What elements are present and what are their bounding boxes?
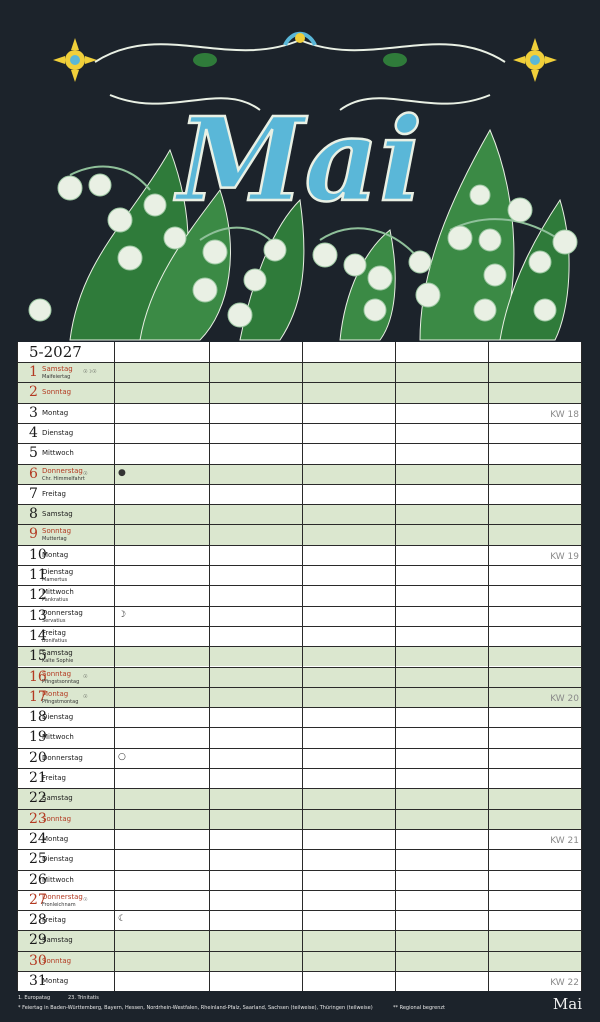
day-row[interactable] bbox=[17, 484, 582, 504]
footnote-trinitatis: 23. Trinitatis bbox=[68, 995, 99, 1001]
day-number: 4 bbox=[29, 424, 38, 441]
day-number: 30 bbox=[29, 952, 47, 969]
day-name: Mittwoch bbox=[42, 449, 74, 458]
day-name: Sonntag bbox=[42, 956, 72, 965]
day-row[interactable] bbox=[17, 362, 582, 382]
holiday-label: Servatius bbox=[42, 617, 66, 624]
day-row[interactable] bbox=[17, 504, 582, 524]
day-name: Samstag bbox=[42, 365, 73, 373]
column-divider bbox=[488, 342, 489, 991]
day-number: 13 bbox=[29, 607, 47, 624]
footnote-regional: ** Regional begrenzt bbox=[393, 1005, 445, 1011]
day-row[interactable] bbox=[17, 545, 582, 565]
header-title: Mai bbox=[177, 93, 423, 228]
day-name: Samstag bbox=[42, 510, 73, 519]
day-number: 15 bbox=[29, 648, 47, 665]
day-number: 11 bbox=[29, 567, 47, 583]
day-name: Dienstag bbox=[42, 855, 74, 864]
day-row[interactable] bbox=[17, 748, 582, 768]
day-row[interactable] bbox=[17, 971, 582, 991]
column-divider bbox=[114, 342, 115, 991]
holiday-label: Pankratius bbox=[42, 597, 69, 604]
month-year-label: 5-2027 bbox=[29, 343, 82, 361]
day-row[interactable] bbox=[17, 606, 582, 626]
day-name: Sonntag bbox=[42, 388, 72, 397]
footnote-europatag: 1. Europatag bbox=[18, 995, 51, 1001]
day-name: Freitag bbox=[42, 489, 66, 498]
moon-phase-icon: ☽ bbox=[118, 609, 127, 620]
holiday-symbols: ☉ bbox=[83, 896, 88, 903]
calendar-week-label: KW 18 bbox=[550, 409, 579, 420]
day-row[interactable] bbox=[17, 585, 582, 605]
day-row[interactable] bbox=[17, 423, 582, 443]
day-number: 25 bbox=[29, 851, 47, 868]
calendar-week-label: KW 22 bbox=[550, 978, 579, 988]
calendar-grid bbox=[17, 342, 582, 991]
footer-month-label: Mai bbox=[552, 995, 582, 1013]
day-row[interactable] bbox=[17, 443, 582, 463]
day-row[interactable] bbox=[17, 464, 582, 484]
day-number: 18 bbox=[29, 709, 47, 726]
holiday-label: Chr. Himmelfahrt bbox=[42, 475, 85, 482]
day-number: 9 bbox=[29, 526, 38, 543]
calendar-week-label: KW 20 bbox=[550, 693, 579, 704]
day-name: Mittwoch bbox=[42, 588, 74, 597]
holiday-label: Maifeiertag bbox=[42, 374, 71, 380]
day-name: Freitag bbox=[42, 916, 66, 925]
day-name: Mittwoch bbox=[42, 733, 74, 742]
holiday-label: Fronleichnam bbox=[42, 901, 76, 908]
day-name: Samstag bbox=[42, 936, 73, 945]
day-name: Donnerstag bbox=[42, 753, 83, 762]
day-number: 6 bbox=[29, 465, 38, 482]
day-row[interactable] bbox=[17, 646, 582, 666]
day-name: Donnerstag bbox=[42, 466, 83, 475]
day-number: 12 bbox=[29, 587, 47, 604]
day-number: 23 bbox=[29, 810, 47, 827]
column-divider bbox=[302, 342, 303, 991]
day-number: 27 bbox=[29, 891, 47, 908]
day-number: 16 bbox=[29, 668, 47, 685]
day-name: Montag bbox=[42, 689, 69, 698]
holiday-label: Bonifatius bbox=[42, 637, 67, 644]
day-row[interactable] bbox=[17, 890, 582, 910]
day-number: 24 bbox=[29, 830, 47, 847]
holiday-label: Muttertag bbox=[42, 536, 67, 543]
day-number: 21 bbox=[29, 770, 47, 786]
day-name: Montag bbox=[42, 408, 69, 417]
day-name: Montag bbox=[42, 977, 69, 985]
holiday-symbols: ☉ bbox=[83, 693, 88, 700]
day-row[interactable] bbox=[17, 829, 582, 849]
day-number: 10 bbox=[29, 546, 47, 563]
day-number: 17 bbox=[29, 688, 47, 705]
day-number: 5 bbox=[29, 445, 38, 462]
day-row[interactable] bbox=[17, 788, 582, 808]
holiday-symbols: ☉ bbox=[83, 673, 88, 680]
day-name: Samstag bbox=[42, 649, 73, 658]
holiday-label: Pfingstmontag bbox=[42, 698, 79, 705]
footer bbox=[0, 991, 600, 1022]
day-number: 19 bbox=[29, 729, 47, 746]
moon-phase-icon: ● bbox=[118, 467, 126, 478]
flower-ornament-right bbox=[513, 38, 557, 82]
day-number: 3 bbox=[29, 404, 38, 421]
calendar-week-label: KW 19 bbox=[550, 551, 579, 562]
moon-phase-icon: ○ bbox=[118, 751, 126, 762]
day-name: Sonntag bbox=[42, 527, 72, 536]
day-row[interactable] bbox=[17, 565, 582, 585]
day-name: Donnerstag bbox=[42, 608, 83, 617]
day-name: Sonntag bbox=[42, 669, 72, 678]
day-number: 1 bbox=[29, 364, 38, 380]
day-row[interactable] bbox=[17, 809, 582, 829]
day-name: Freitag bbox=[42, 628, 66, 637]
day-row[interactable] bbox=[17, 707, 582, 727]
column-divider bbox=[581, 342, 582, 991]
day-row[interactable] bbox=[17, 930, 582, 950]
day-row[interactable] bbox=[17, 403, 582, 423]
calendar-header-row bbox=[17, 342, 582, 362]
day-number: 22 bbox=[29, 790, 47, 807]
day-row[interactable] bbox=[17, 849, 582, 869]
day-number: 2 bbox=[29, 384, 38, 401]
day-name: Dienstag bbox=[42, 713, 74, 722]
day-row[interactable] bbox=[17, 687, 582, 707]
moon-phase-icon: ☾ bbox=[118, 914, 127, 925]
day-row[interactable] bbox=[17, 667, 582, 687]
day-name: Dienstag bbox=[42, 428, 74, 437]
day-row[interactable] bbox=[17, 524, 582, 544]
day-number: 7 bbox=[29, 485, 38, 502]
day-number: 29 bbox=[29, 932, 47, 949]
holiday-label: Pfingstsonntag bbox=[42, 678, 80, 685]
day-row[interactable] bbox=[17, 626, 582, 646]
day-number: 31 bbox=[29, 973, 47, 989]
day-name: Mittwoch bbox=[42, 875, 74, 884]
day-name: Montag bbox=[42, 550, 69, 559]
day-row[interactable] bbox=[17, 910, 582, 930]
calendar-week-label: KW 21 bbox=[550, 835, 579, 846]
day-name: Montag bbox=[42, 834, 69, 843]
day-number: 20 bbox=[29, 749, 47, 766]
day-number: 14 bbox=[29, 627, 47, 644]
holiday-label: Mamertus bbox=[42, 577, 68, 583]
footnote-feiertag: * Feiertag in Baden-Württemberg, Bayern, Hessen, Nordrhein-Westfalen, Rheinland-Pfalz, Saarland, Sachsen (teilweise), Thüringen (teilweise) bbox=[18, 1005, 373, 1011]
holiday-label: Kalte Sophie bbox=[42, 658, 74, 665]
header-illustration bbox=[0, 0, 600, 342]
day-row[interactable] bbox=[17, 727, 582, 747]
column-divider bbox=[17, 342, 18, 991]
flower-ornament-left bbox=[53, 38, 97, 82]
column-divider bbox=[395, 342, 396, 991]
day-row[interactable] bbox=[17, 951, 582, 971]
day-row[interactable] bbox=[17, 768, 582, 788]
day-number: 28 bbox=[29, 912, 47, 929]
day-name: Dienstag bbox=[42, 568, 74, 576]
day-number: 8 bbox=[29, 506, 38, 523]
column-divider bbox=[209, 342, 210, 991]
day-name: Samstag bbox=[42, 794, 73, 803]
day-name: Donnerstag bbox=[42, 892, 83, 901]
day-row[interactable] bbox=[17, 870, 582, 890]
holiday-symbols: ☉☽☉ bbox=[83, 369, 97, 375]
day-number: 26 bbox=[29, 871, 47, 888]
day-name: Sonntag bbox=[42, 814, 72, 823]
day-name: Freitag bbox=[42, 774, 66, 782]
lily-of-the-valley-illustration bbox=[0, 0, 600, 342]
holiday-symbols: ☉ bbox=[83, 470, 88, 477]
day-row[interactable] bbox=[17, 382, 582, 402]
